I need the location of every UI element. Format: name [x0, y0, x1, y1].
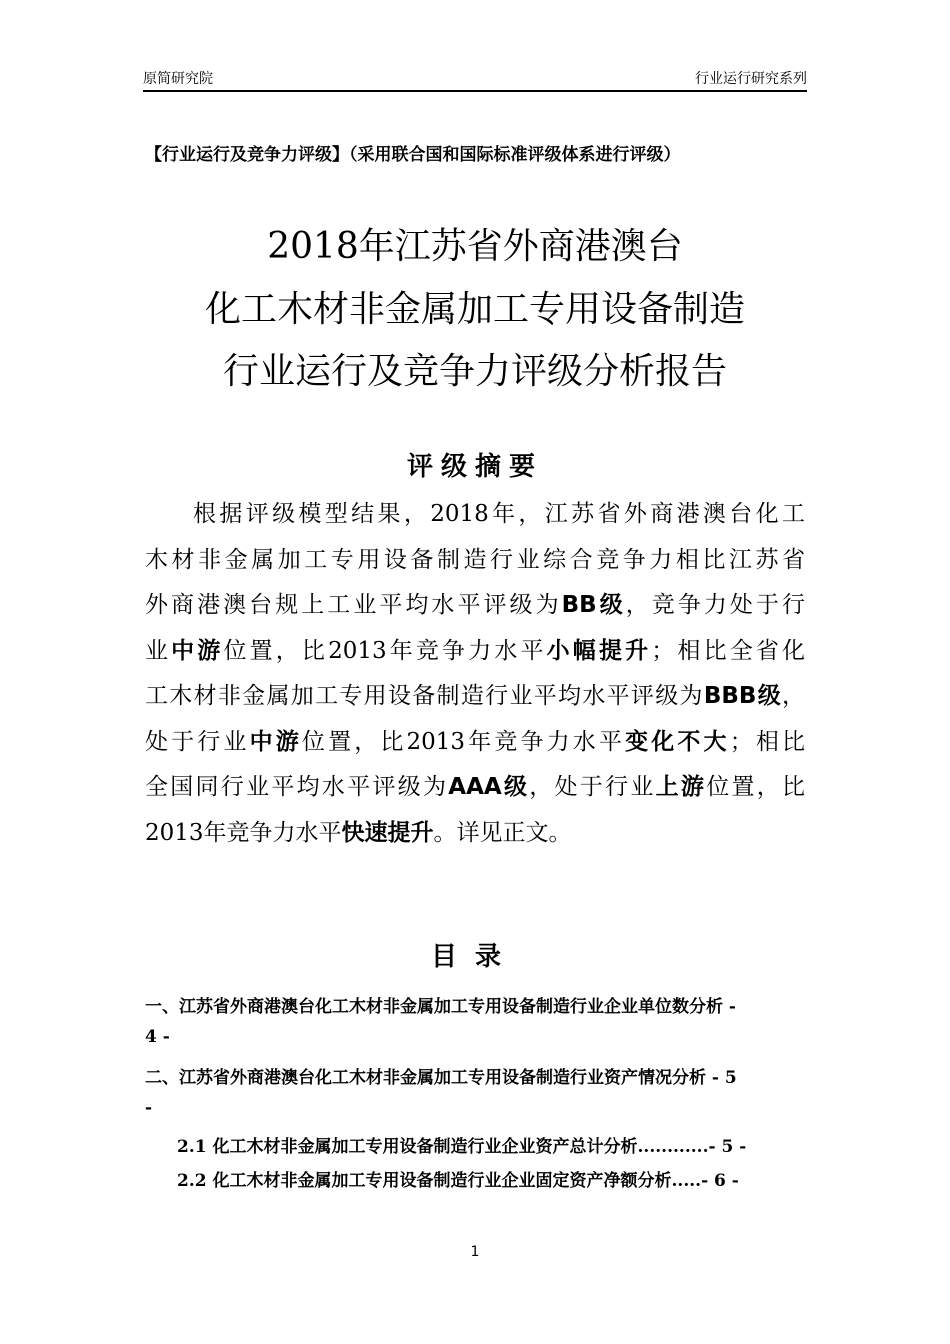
- summary-text: 2013年竞争力水平: [145, 819, 342, 846]
- summary-text: ，处于行业: [529, 774, 656, 800]
- summary-text: 业: [145, 637, 172, 664]
- toc-item-2-1[interactable]: 2.1 化工木材非金属加工专用设备制造行业企业资产总计分析............- 5 -: [177, 1137, 747, 1157]
- title-line-3: 行业运行及竞争力评级分析报告: [222, 351, 727, 392]
- summary-text: 外商港澳台规上工业平均水平评级为: [145, 592, 562, 618]
- summary-line: [145, 583, 805, 629]
- summary-text: ；相比: [729, 728, 806, 755]
- toc-item-2-page[interactable]: -: [145, 1098, 153, 1118]
- title-line-2: 化工木材非金属加工专用设备制造: [204, 289, 745, 330]
- summary-line: [145, 765, 805, 811]
- page-number: 1: [470, 1244, 480, 1260]
- summary-line: [145, 538, 805, 584]
- summary-text: 根据评级模型结果，2018年，江苏省外商港澳台化工: [193, 501, 805, 527]
- summary-text: ，: [782, 683, 806, 709]
- summary-text: 木材非金属加工专用设备制造行业综合竞争力相比江苏省: [145, 546, 805, 573]
- summary-line: [145, 720, 805, 766]
- summary-text: ；相比全省化: [651, 637, 806, 664]
- highlight-text: 快速提升: [341, 819, 434, 846]
- highlight-text: AAA级: [448, 774, 530, 800]
- summary-heading: 评级摘要: [406, 452, 543, 482]
- toc-item-2[interactable]: 二、江苏省外商港澳台化工木材非金属加工专用设备制造行业资产情况分析 - 5: [145, 1068, 737, 1088]
- summary-line: [145, 492, 805, 538]
- highlight-text: 中游: [249, 728, 302, 755]
- highlight-text: BBB级: [703, 683, 783, 709]
- toc-item-2-2[interactable]: 2.2 化工木材非金属加工专用设备制造行业企业固定资产净额分析.....- 6 -: [177, 1171, 739, 1191]
- toc-heading: 目录: [430, 942, 519, 972]
- highlight-text: 小幅提升: [546, 637, 652, 664]
- page-header: [143, 68, 807, 92]
- summary-line: [145, 811, 805, 857]
- highlight-text: 中游: [171, 637, 224, 664]
- summary-text: 。详见正文。: [433, 819, 572, 846]
- summary-line: [145, 674, 805, 720]
- summary-text: 位置，比2013年竞争力水平: [301, 728, 626, 755]
- summary-text: 处于行业: [145, 728, 250, 755]
- toc-item-1-page[interactable]: 4 -: [145, 1027, 170, 1047]
- summary-text: 全国同行业平均水平评级为: [145, 774, 449, 800]
- rating-tagline: 【行业运行及竞争力评级】（采用联合国和国际标准评级体系进行评级）: [145, 145, 681, 165]
- summary-line: [145, 629, 805, 675]
- header-series: 行业运行研究系列: [695, 71, 807, 87]
- header-org: 原简研究院: [143, 71, 213, 87]
- toc-item-1[interactable]: 一、江苏省外商港澳台化工木材非金属加工专用设备制造行业企业单位数分析 -: [145, 997, 736, 1017]
- summary-text: 位置，比2013年竞争力水平: [223, 637, 547, 664]
- highlight-text: BB级: [561, 592, 626, 618]
- summary-paragraph: [145, 492, 805, 856]
- highlight-text: 变化不大: [625, 728, 730, 755]
- summary-text: 工木材非金属加工专用设备制造行业平均水平评级为: [145, 683, 704, 709]
- title-line-1: 2018年江苏省外商港澳台: [267, 226, 683, 267]
- highlight-text: 上游: [655, 774, 707, 800]
- summary-text: ，竞争力处于行: [625, 592, 805, 618]
- summary-text: 位置，比: [706, 774, 806, 800]
